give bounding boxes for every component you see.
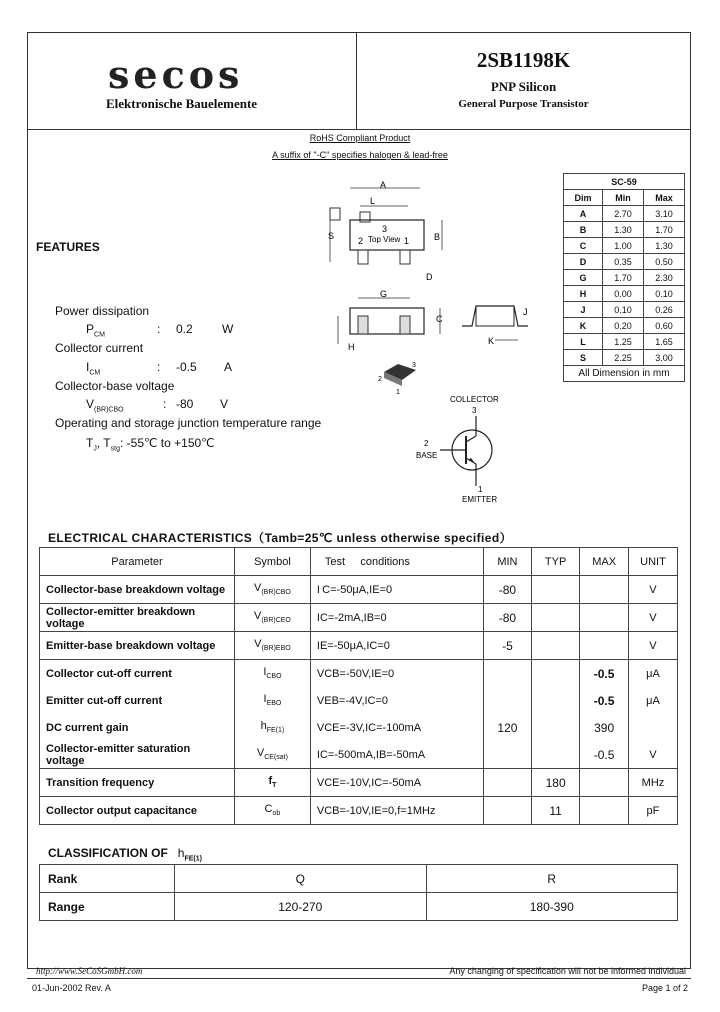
suffix-note: A suffix of "-C" specifies halogen & lead-free xyxy=(272,150,448,160)
symbol-cell: $V_{(BR)CBO}$ xyxy=(234,576,310,604)
base-pin: 2 xyxy=(424,439,429,448)
symbol-cell: $f_T$ xyxy=(234,769,310,797)
range-cell: 180-390 xyxy=(426,893,678,921)
table-row xyxy=(564,302,685,318)
param-cell: DC current gain xyxy=(40,714,235,741)
condition-cell: IC=-2mA,IB=0 xyxy=(310,604,483,632)
typ-cell xyxy=(531,576,579,604)
condition-cell: VCE=-10V,IC=-50mA xyxy=(310,769,483,797)
emitter-label: EMITTER xyxy=(462,495,498,504)
feature-label: Collector-base voltage xyxy=(55,379,175,393)
typ-cell: 180 xyxy=(531,769,579,797)
dim-header: Dim xyxy=(564,190,603,206)
col-header: UNIT xyxy=(628,548,677,576)
dim-cell: D xyxy=(564,254,603,270)
min-cell: 0.00 xyxy=(603,286,644,302)
min-cell: 0.20 xyxy=(603,318,644,334)
param-cell: Collector-emitter saturation voltage xyxy=(40,741,235,769)
min-cell: 0.35 xyxy=(603,254,644,270)
max-cell: -0.5 xyxy=(580,687,629,714)
col-header: Parameter xyxy=(40,548,235,576)
min-cell xyxy=(483,687,531,714)
table-row xyxy=(40,576,678,604)
emitter-pin: 1 xyxy=(478,485,483,494)
dim-cell: L xyxy=(564,334,603,350)
feature-symbol: $I_{CM}$ xyxy=(86,360,101,377)
max-cell: -0.5 xyxy=(580,660,629,688)
table-row xyxy=(40,604,678,632)
col-header: MAX xyxy=(580,548,629,576)
col-header: Symbol xyxy=(234,548,310,576)
dim-c-label: C xyxy=(436,314,443,324)
table-row xyxy=(40,865,678,893)
table-row xyxy=(40,632,678,660)
footer-notice: Any changing of specification will not be informed individual xyxy=(449,966,686,976)
pin-lead xyxy=(400,250,410,264)
dim-d-label: D xyxy=(426,272,433,282)
condition-cell: VCB=-50V,IE=0 xyxy=(310,660,483,688)
table-row xyxy=(40,660,678,688)
feature-unit: W xyxy=(222,322,234,336)
header-divider xyxy=(27,129,691,130)
unit-cell: V xyxy=(628,741,677,769)
feature-symbol: $P_{CM}$ xyxy=(86,322,105,339)
dim-g-label: G xyxy=(380,289,388,299)
max-cell: -0.5 xyxy=(580,741,629,769)
table-row xyxy=(40,687,678,714)
pin-lead xyxy=(330,208,340,220)
top-view-label: Top View xyxy=(368,235,401,244)
dim-cell: K xyxy=(564,318,603,334)
table-row xyxy=(40,714,678,741)
feature-unit: V xyxy=(220,397,229,411)
feature-colon: : xyxy=(163,397,167,411)
footer-url[interactable]: http://www.SeCoSGmbH.com xyxy=(36,966,143,976)
min-cell xyxy=(483,797,531,825)
table-row xyxy=(40,797,678,825)
svg-text:3: 3 xyxy=(412,362,416,369)
symbol-cell: $I_{CBO}$ xyxy=(234,660,310,688)
rohs-note: RoHS Compliant Product xyxy=(309,133,411,143)
feature-unit: A xyxy=(224,360,233,374)
param-cell: Collector output capacitance xyxy=(40,797,235,825)
footer-page: Page 1 of 2 xyxy=(641,983,688,993)
condition-cell: IC=-500mA,IB=-50mA xyxy=(310,741,483,769)
unit-cell: μA xyxy=(628,660,677,688)
max-cell: 1.30 xyxy=(644,238,685,254)
feature-temp-value: $T_J$, $T_{stg}$: -55℃ to +150℃ xyxy=(86,436,215,453)
svg-text:1: 1 xyxy=(396,389,400,396)
table-row xyxy=(40,893,678,921)
dim-cell: J xyxy=(564,302,603,318)
pin3-label: 3 xyxy=(382,224,388,234)
collector-pin: 3 xyxy=(472,406,477,415)
symbol-cell: $h_{FE(1)}$ xyxy=(234,714,310,741)
condition-cell: I C=-50μA,IE=0 xyxy=(310,576,483,604)
max-cell xyxy=(580,632,629,660)
min-cell: -80 xyxy=(483,576,531,604)
package-name: SC-59 xyxy=(564,174,685,190)
pin1-label: 1 xyxy=(404,236,410,246)
feature-colon: : xyxy=(157,322,161,336)
feature-label: Collector current xyxy=(55,341,144,355)
table-row xyxy=(40,769,678,797)
dim-j-label: J xyxy=(523,307,528,317)
dim-cell: G xyxy=(564,270,603,286)
table-row xyxy=(564,206,685,222)
unit-cell: μA xyxy=(628,687,677,714)
max-cell xyxy=(580,604,629,632)
rank-cell: Q xyxy=(175,865,427,893)
package-outline-drawing xyxy=(320,176,550,406)
footer-date: 01-Jun-2002 Rev. A xyxy=(32,983,111,993)
max-cell: 1.70 xyxy=(644,222,685,238)
symbol-cell: $V_{CE(sat)}$ xyxy=(234,741,310,769)
table-row xyxy=(564,222,685,238)
features-title: FEATURES xyxy=(36,240,100,254)
dim-cell: B xyxy=(564,222,603,238)
max-cell: 3.00 xyxy=(644,350,685,366)
min-cell: 1.00 xyxy=(603,238,644,254)
dimension-footer: All Dimension in mm xyxy=(564,366,685,382)
dim-cell: H xyxy=(564,286,603,302)
max-cell: 0.10 xyxy=(644,286,685,302)
typ-cell xyxy=(531,632,579,660)
condition-cell: VCE=-3V,IC=-100mA xyxy=(310,714,483,741)
classification-table xyxy=(39,864,678,921)
condition-cell: IE=-50μA,IC=0 xyxy=(310,632,483,660)
table-row xyxy=(564,238,685,254)
min-cell: -80 xyxy=(483,604,531,632)
col-header: MIN xyxy=(483,548,531,576)
dim-cell: A xyxy=(564,206,603,222)
param-cell: Collector cut-off current xyxy=(40,660,235,688)
max-cell: 0.26 xyxy=(644,302,685,318)
min-cell: 2.25 xyxy=(603,350,644,366)
range-cell: 120-270 xyxy=(175,893,427,921)
condition-cell: VCB=-10V,IE=0,f=1MHz xyxy=(310,797,483,825)
dim-cell: S xyxy=(564,350,603,366)
unit-cell: V xyxy=(628,632,677,660)
dim-s-label: S xyxy=(328,231,335,241)
max-cell: 0.50 xyxy=(644,254,685,270)
feature-value: 0.2 xyxy=(176,322,193,336)
typ-cell: 11 xyxy=(531,797,579,825)
dim-l-label: L xyxy=(370,196,376,206)
symbol-cell: $C_{ob}$ xyxy=(234,797,310,825)
range-label: Range xyxy=(40,893,175,921)
table-row xyxy=(564,334,685,350)
electrical-table xyxy=(39,547,678,825)
feature-colon: : xyxy=(157,360,161,374)
max-header: Max xyxy=(644,190,685,206)
condition-cell: VEB=-4V,IC=0 xyxy=(310,687,483,714)
company-logo: secos xyxy=(108,52,244,97)
company-subtitle: Elektronische Bauelemente xyxy=(106,96,258,111)
footer-divider xyxy=(27,978,691,979)
dim-h-label: H xyxy=(348,342,355,352)
max-cell xyxy=(580,769,629,797)
col-header: TYP xyxy=(531,548,579,576)
typ-cell xyxy=(531,714,579,741)
dim-b-label: B xyxy=(434,232,441,242)
symbol-cell: $I_{EBO}$ xyxy=(234,687,310,714)
table-row xyxy=(564,286,685,302)
table-row xyxy=(564,350,685,366)
typ-cell xyxy=(531,660,579,688)
max-cell: 1.65 xyxy=(644,334,685,350)
min-cell: 0.10 xyxy=(603,302,644,318)
base-label: BASE xyxy=(416,451,438,460)
min-cell xyxy=(483,741,531,769)
feature-value: -0.5 xyxy=(176,360,197,374)
typ-cell xyxy=(531,741,579,769)
param-cell: Emitter cut-off current xyxy=(40,687,235,714)
min-cell: 2.70 xyxy=(603,206,644,222)
max-cell xyxy=(580,797,629,825)
part-number: 2SB1198K xyxy=(476,48,571,72)
polarity: PNP Silicon xyxy=(490,79,557,94)
symbol-cell: $V_{(BR)CEO}$ xyxy=(234,604,310,632)
typ-cell xyxy=(531,687,579,714)
collector-label: COLLECTOR xyxy=(450,395,499,404)
dim-a-label: A xyxy=(380,180,387,190)
feature-symbol: $V_{(BR)CBO}$ xyxy=(86,397,124,414)
package-end-view xyxy=(462,306,528,326)
feature-temp-label: Operating and storage junction temperature range xyxy=(55,416,322,430)
rank-cell: R xyxy=(426,865,678,893)
rank-label: Rank xyxy=(40,865,175,893)
unit-cell: V xyxy=(628,604,677,632)
dim-cell: C xyxy=(564,238,603,254)
table-row xyxy=(40,741,678,769)
table-row xyxy=(564,318,685,334)
max-cell: 3.10 xyxy=(644,206,685,222)
unit-cell: V xyxy=(628,576,677,604)
max-cell: 0.60 xyxy=(644,318,685,334)
symbol-cell: $V_{(BR)EBO}$ xyxy=(234,632,310,660)
param-cell: Collector-base breakdown voltage xyxy=(40,576,235,604)
dimension-table xyxy=(563,173,685,382)
table-row xyxy=(564,254,685,270)
table-row xyxy=(564,270,685,286)
min-cell: 1.25 xyxy=(603,334,644,350)
param-cell: Transition frequency xyxy=(40,769,235,797)
max-cell: 390 xyxy=(580,714,629,741)
unit-cell: MHz xyxy=(628,769,677,797)
pnp-transistor-symbol xyxy=(410,392,520,504)
min-cell: -5 xyxy=(483,632,531,660)
max-cell xyxy=(580,576,629,604)
typ-cell xyxy=(531,604,579,632)
unit-cell: pF xyxy=(628,797,677,825)
min-cell xyxy=(483,660,531,688)
pin-lead xyxy=(358,250,368,264)
classification-title: CLASSIFICATION OF $h_{FE(1)}$ xyxy=(48,846,202,863)
electrical-title: ELECTRICAL CHARACTERISTICS（Tamb=25℃ unless otherwise specified） xyxy=(48,531,512,545)
device-description: General Purpose Transistor xyxy=(458,98,589,110)
max-cell: 2.30 xyxy=(644,270,685,286)
min-cell: 1.70 xyxy=(603,270,644,286)
svg-text:2: 2 xyxy=(378,376,382,383)
param-cell: Emitter-base breakdown voltage xyxy=(40,632,235,660)
unit-cell xyxy=(628,714,677,741)
feature-value: -80 xyxy=(176,397,194,411)
col-header: Test conditions xyxy=(310,548,483,576)
param-cell: Collector-emitter breakdown voltage xyxy=(40,604,235,632)
pin2-label: 2 xyxy=(358,236,364,246)
feature-label: Power dissipation xyxy=(55,304,150,318)
min-cell: 120 xyxy=(483,714,531,741)
min-cell xyxy=(483,769,531,797)
min-cell: 1.30 xyxy=(603,222,644,238)
dim-k-label: K xyxy=(488,336,495,346)
min-header: Min xyxy=(603,190,644,206)
